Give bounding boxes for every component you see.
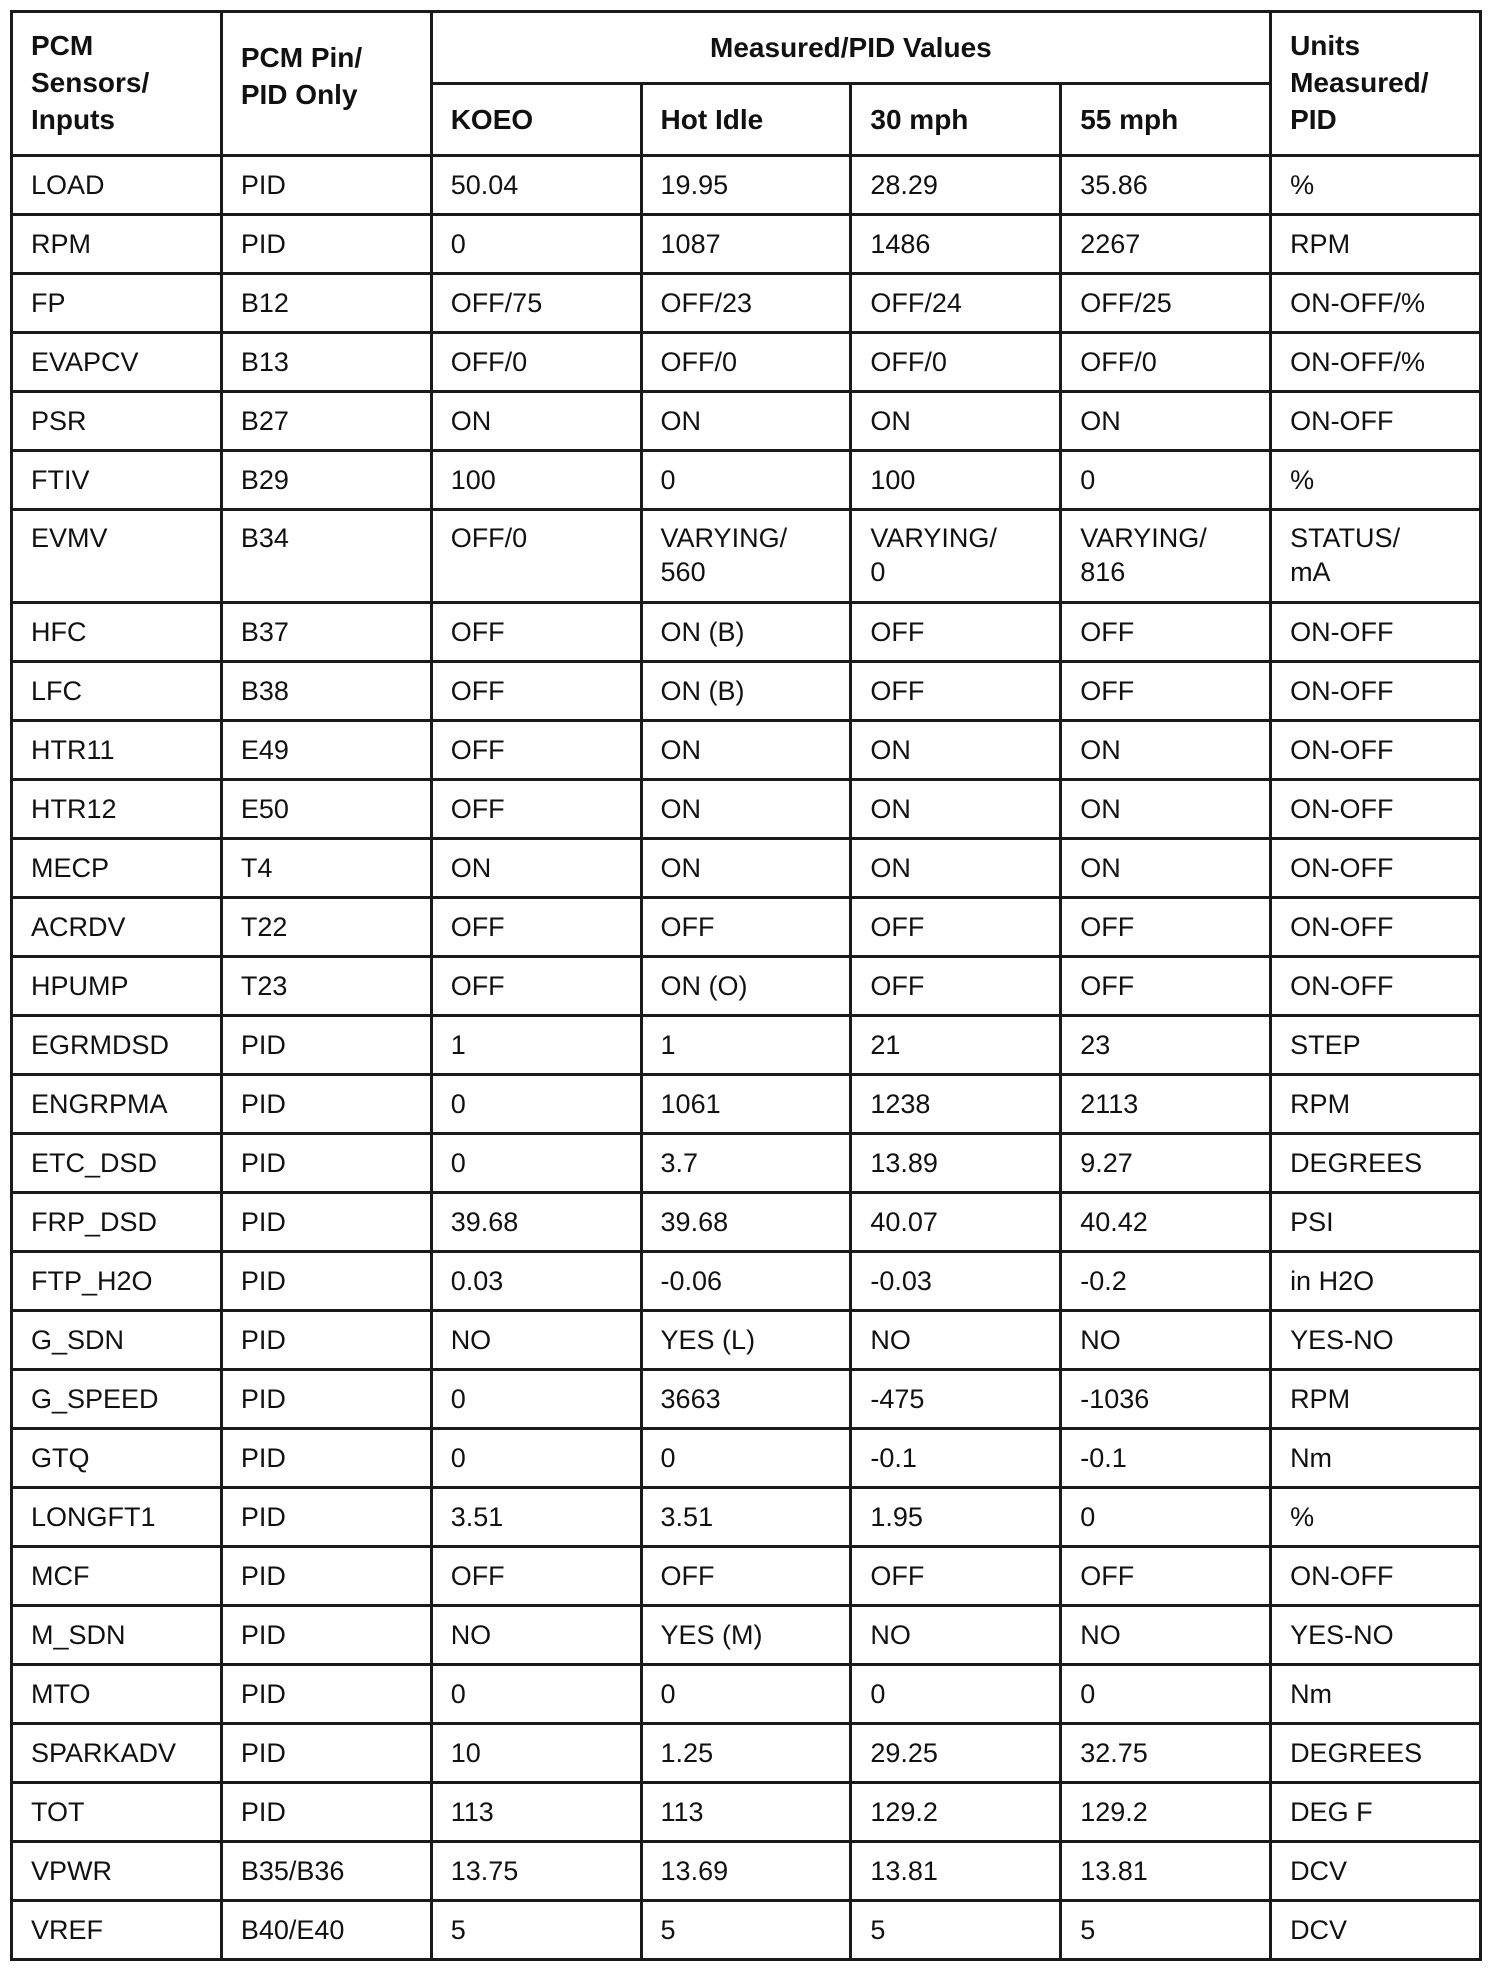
cell-hot-idle: 0 bbox=[641, 451, 851, 510]
table-row bbox=[12, 1665, 1481, 1724]
table-row bbox=[12, 1547, 1481, 1606]
cell-units: ON-OFF bbox=[1271, 898, 1481, 957]
cell-koeo: 0 bbox=[431, 215, 641, 274]
table-row bbox=[12, 451, 1481, 510]
table-row bbox=[12, 603, 1481, 662]
cell-units: ON-OFF bbox=[1271, 603, 1481, 662]
cell-55mph: 5 bbox=[1061, 1901, 1271, 1960]
cell-pin: PID bbox=[221, 1724, 431, 1783]
cell-sensor: LOAD bbox=[12, 156, 222, 215]
table-row bbox=[12, 1311, 1481, 1370]
cell-pin: PID bbox=[221, 1665, 431, 1724]
cell-hot-idle: VARYING/ 560 bbox=[641, 510, 851, 603]
cell-hot-idle: 1087 bbox=[641, 215, 851, 274]
cell-sensor: EGRMDSD bbox=[12, 1016, 222, 1075]
cell-hot-idle: 0 bbox=[641, 1665, 851, 1724]
cell-sensor: G_SDN bbox=[12, 1311, 222, 1370]
cell-koeo: 5 bbox=[431, 1901, 641, 1960]
cell-units: YES-NO bbox=[1271, 1606, 1481, 1665]
table-row bbox=[12, 215, 1481, 274]
cell-pin: PID bbox=[221, 1252, 431, 1311]
cell-sensor: HFC bbox=[12, 603, 222, 662]
cell-units: YES-NO bbox=[1271, 1311, 1481, 1370]
table-row bbox=[12, 1842, 1481, 1901]
table-row bbox=[12, 662, 1481, 721]
cell-koeo: 113 bbox=[431, 1783, 641, 1842]
table-row bbox=[12, 274, 1481, 333]
cell-koeo: OFF bbox=[431, 662, 641, 721]
cell-hot-idle: ON bbox=[641, 780, 851, 839]
cell-30mph: 28.29 bbox=[851, 156, 1061, 215]
cell-hot-idle: ON (B) bbox=[641, 603, 851, 662]
cell-pin: PID bbox=[221, 1311, 431, 1370]
cell-sensor: VREF bbox=[12, 1901, 222, 1960]
cell-units: DEGREES bbox=[1271, 1724, 1481, 1783]
cell-sensor: LFC bbox=[12, 662, 222, 721]
cell-koeo: 1 bbox=[431, 1016, 641, 1075]
cell-pin: B13 bbox=[221, 333, 431, 392]
cell-koeo: OFF bbox=[431, 603, 641, 662]
cell-sensor: PSR bbox=[12, 392, 222, 451]
cell-55mph: 40.42 bbox=[1061, 1193, 1271, 1252]
header-pin-line2: PID Only bbox=[240, 79, 358, 110]
cell-55mph: 23 bbox=[1061, 1016, 1271, 1075]
pcm-table-container bbox=[10, 10, 1482, 1961]
table-row bbox=[12, 1606, 1481, 1665]
cell-55mph: -1036 bbox=[1061, 1370, 1271, 1429]
cell-30mph: ON bbox=[851, 839, 1061, 898]
cell-pin: B40/E40 bbox=[221, 1901, 431, 1960]
cell-pin: B27 bbox=[221, 392, 431, 451]
cell-30mph: OFF bbox=[851, 1547, 1061, 1606]
cell-koeo: OFF bbox=[431, 898, 641, 957]
table-row bbox=[12, 780, 1481, 839]
cell-55mph: OFF bbox=[1061, 662, 1271, 721]
cell-pin: B34 bbox=[221, 510, 431, 603]
cell-hot-idle: 113 bbox=[641, 1783, 851, 1842]
cell-pin: PID bbox=[221, 1606, 431, 1665]
cell-koeo: 0 bbox=[431, 1429, 641, 1488]
table-row bbox=[12, 1783, 1481, 1842]
cell-units: Nm bbox=[1271, 1429, 1481, 1488]
cell-30mph: 129.2 bbox=[851, 1783, 1061, 1842]
cell-55mph: OFF bbox=[1061, 1547, 1271, 1606]
header-sensors-line2: Sensors/ bbox=[31, 67, 150, 98]
cell-30mph: ON bbox=[851, 780, 1061, 839]
cell-pin: B38 bbox=[221, 662, 431, 721]
cell-hot-idle: 39.68 bbox=[641, 1193, 851, 1252]
cell-30mph: OFF bbox=[851, 898, 1061, 957]
cell-pin: PID bbox=[221, 1547, 431, 1606]
table-header bbox=[12, 12, 1481, 156]
cell-koeo: 100 bbox=[431, 451, 641, 510]
header-units bbox=[1271, 12, 1481, 156]
cell-55mph: ON bbox=[1061, 392, 1271, 451]
cell-sensor: M_SDN bbox=[12, 1606, 222, 1665]
cell-pin: T22 bbox=[221, 898, 431, 957]
cell-koeo: OFF/0 bbox=[431, 333, 641, 392]
cell-koeo: NO bbox=[431, 1311, 641, 1370]
cell-sensor: HPUMP bbox=[12, 957, 222, 1016]
cell-koeo: 50.04 bbox=[431, 156, 641, 215]
cell-koeo: NO bbox=[431, 1606, 641, 1665]
cell-30mph: 1.95 bbox=[851, 1488, 1061, 1547]
cell-hot-idle: OFF bbox=[641, 1547, 851, 1606]
cell-55mph: 129.2 bbox=[1061, 1783, 1271, 1842]
cell-pin: PID bbox=[221, 1429, 431, 1488]
cell-hot-idle: 3.7 bbox=[641, 1134, 851, 1193]
pcm-sensor-table bbox=[10, 10, 1482, 1961]
cell-55mph: OFF/25 bbox=[1061, 274, 1271, 333]
cell-koeo: 13.75 bbox=[431, 1842, 641, 1901]
cell-pin: B35/B36 bbox=[221, 1842, 431, 1901]
table-row bbox=[12, 1016, 1481, 1075]
cell-30mph: 21 bbox=[851, 1016, 1061, 1075]
header-measured-group: Measured/PID Values bbox=[431, 12, 1270, 84]
table-row bbox=[12, 510, 1481, 603]
cell-pin: PID bbox=[221, 1016, 431, 1075]
cell-sensor: G_SPEED bbox=[12, 1370, 222, 1429]
cell-pin: PID bbox=[221, 1783, 431, 1842]
cell-units: RPM bbox=[1271, 1370, 1481, 1429]
table-row bbox=[12, 957, 1481, 1016]
cell-units: Nm bbox=[1271, 1665, 1481, 1724]
cell-units: ON-OFF bbox=[1271, 839, 1481, 898]
table-row bbox=[12, 1252, 1481, 1311]
cell-hot-idle: 19.95 bbox=[641, 156, 851, 215]
cell-hot-idle: ON bbox=[641, 839, 851, 898]
cell-units: DEGREES bbox=[1271, 1134, 1481, 1193]
cell-hot-idle: 1 bbox=[641, 1016, 851, 1075]
cell-hot-idle: -0.06 bbox=[641, 1252, 851, 1311]
cell-units: DCV bbox=[1271, 1842, 1481, 1901]
cell-koeo: 10 bbox=[431, 1724, 641, 1783]
cell-pin: B37 bbox=[221, 603, 431, 662]
cell-sensor: FTP_H2O bbox=[12, 1252, 222, 1311]
cell-55mph: 0 bbox=[1061, 1488, 1271, 1547]
cell-units: ON-OFF bbox=[1271, 780, 1481, 839]
cell-units: ON-OFF bbox=[1271, 957, 1481, 1016]
cell-units: RPM bbox=[1271, 1075, 1481, 1134]
cell-30mph: 13.81 bbox=[851, 1842, 1061, 1901]
cell-30mph: 100 bbox=[851, 451, 1061, 510]
cell-sensor: MCF bbox=[12, 1547, 222, 1606]
cell-sensor: HTR12 bbox=[12, 780, 222, 839]
header-pin-line1: PCM Pin/ bbox=[240, 42, 363, 73]
cell-pin: PID bbox=[221, 1075, 431, 1134]
table-row bbox=[12, 839, 1481, 898]
cell-koeo: 0 bbox=[431, 1134, 641, 1193]
cell-sensor: MECP bbox=[12, 839, 222, 898]
cell-55mph: OFF bbox=[1061, 603, 1271, 662]
header-hot-idle: Hot Idle bbox=[641, 84, 851, 156]
table-body bbox=[12, 156, 1481, 1960]
table-row bbox=[12, 1134, 1481, 1193]
cell-koeo: OFF bbox=[431, 957, 641, 1016]
cell-pin: PID bbox=[221, 1488, 431, 1547]
cell-koeo: OFF bbox=[431, 1547, 641, 1606]
cell-55mph: 0 bbox=[1061, 451, 1271, 510]
cell-koeo: 3.51 bbox=[431, 1488, 641, 1547]
cell-koeo: 0 bbox=[431, 1370, 641, 1429]
cell-30mph: -0.03 bbox=[851, 1252, 1061, 1311]
cell-koeo: 0 bbox=[431, 1075, 641, 1134]
cell-koeo: OFF/75 bbox=[431, 274, 641, 333]
cell-sensor: SPARKADV bbox=[12, 1724, 222, 1783]
cell-units: ON-OFF/% bbox=[1271, 333, 1481, 392]
cell-units: ON-OFF bbox=[1271, 1547, 1481, 1606]
header-30mph: 30 mph bbox=[851, 84, 1061, 156]
cell-koeo: OFF/0 bbox=[431, 510, 641, 603]
cell-sensor: RPM bbox=[12, 215, 222, 274]
cell-hot-idle: 3663 bbox=[641, 1370, 851, 1429]
cell-pin: PID bbox=[221, 215, 431, 274]
cell-55mph: OFF/0 bbox=[1061, 333, 1271, 392]
cell-units: STEP bbox=[1271, 1016, 1481, 1075]
cell-pin: PID bbox=[221, 1134, 431, 1193]
table-row bbox=[12, 1488, 1481, 1547]
cell-hot-idle: OFF bbox=[641, 898, 851, 957]
cell-55mph: 2267 bbox=[1061, 215, 1271, 274]
cell-30mph: NO bbox=[851, 1606, 1061, 1665]
cell-55mph: 0 bbox=[1061, 1665, 1271, 1724]
header-55mph: 55 mph bbox=[1061, 84, 1271, 156]
cell-hot-idle: 1061 bbox=[641, 1075, 851, 1134]
header-koeo: KOEO bbox=[431, 84, 641, 156]
cell-sensor: EVAPCV bbox=[12, 333, 222, 392]
table-row bbox=[12, 1724, 1481, 1783]
cell-30mph: 0 bbox=[851, 1665, 1061, 1724]
cell-pin: T23 bbox=[221, 957, 431, 1016]
cell-55mph: 2113 bbox=[1061, 1075, 1271, 1134]
cell-hot-idle: OFF/0 bbox=[641, 333, 851, 392]
cell-units: % bbox=[1271, 451, 1481, 510]
cell-koeo: 0.03 bbox=[431, 1252, 641, 1311]
cell-pin: PID bbox=[221, 1370, 431, 1429]
cell-sensor: HTR11 bbox=[12, 721, 222, 780]
cell-30mph: OFF bbox=[851, 957, 1061, 1016]
cell-30mph: 40.07 bbox=[851, 1193, 1061, 1252]
cell-30mph: 1486 bbox=[851, 215, 1061, 274]
cell-30mph: OFF/24 bbox=[851, 274, 1061, 333]
table-row bbox=[12, 1901, 1481, 1960]
cell-units: % bbox=[1271, 1488, 1481, 1547]
cell-sensor: ACRDV bbox=[12, 898, 222, 957]
cell-55mph: OFF bbox=[1061, 957, 1271, 1016]
cell-55mph: ON bbox=[1061, 721, 1271, 780]
cell-hot-idle: ON bbox=[641, 392, 851, 451]
cell-30mph: VARYING/ 0 bbox=[851, 510, 1061, 603]
cell-55mph: 9.27 bbox=[1061, 1134, 1271, 1193]
cell-30mph: 1238 bbox=[851, 1075, 1061, 1134]
cell-units: RPM bbox=[1271, 215, 1481, 274]
table-row bbox=[12, 898, 1481, 957]
cell-30mph: 29.25 bbox=[851, 1724, 1061, 1783]
header-units-line1: Units bbox=[1290, 30, 1361, 61]
cell-55mph: NO bbox=[1061, 1606, 1271, 1665]
cell-30mph: -0.1 bbox=[851, 1429, 1061, 1488]
header-pin bbox=[221, 12, 431, 156]
table-row bbox=[12, 721, 1481, 780]
cell-units: % bbox=[1271, 156, 1481, 215]
cell-sensor: VPWR bbox=[12, 1842, 222, 1901]
cell-55mph: ON bbox=[1061, 839, 1271, 898]
cell-koeo: 39.68 bbox=[431, 1193, 641, 1252]
cell-sensor: LONGFT1 bbox=[12, 1488, 222, 1547]
cell-30mph: ON bbox=[851, 721, 1061, 780]
cell-55mph: -0.1 bbox=[1061, 1429, 1271, 1488]
header-units-line3: PID bbox=[1290, 104, 1337, 135]
cell-koeo: ON bbox=[431, 392, 641, 451]
cell-55mph: NO bbox=[1061, 1311, 1271, 1370]
table-row bbox=[12, 333, 1481, 392]
cell-30mph: OFF bbox=[851, 603, 1061, 662]
cell-hot-idle: 13.69 bbox=[641, 1842, 851, 1901]
cell-55mph: 32.75 bbox=[1061, 1724, 1271, 1783]
cell-sensor: EVMV bbox=[12, 510, 222, 603]
cell-sensor: FTIV bbox=[12, 451, 222, 510]
cell-30mph: 13.89 bbox=[851, 1134, 1061, 1193]
cell-55mph: OFF bbox=[1061, 898, 1271, 957]
table-row bbox=[12, 156, 1481, 215]
cell-hot-idle: ON bbox=[641, 721, 851, 780]
cell-hot-idle: YES (L) bbox=[641, 1311, 851, 1370]
cell-sensor: ETC_DSD bbox=[12, 1134, 222, 1193]
cell-pin: PID bbox=[221, 156, 431, 215]
cell-units: in H2O bbox=[1271, 1252, 1481, 1311]
table-row bbox=[12, 1429, 1481, 1488]
cell-55mph: ON bbox=[1061, 780, 1271, 839]
cell-30mph: ON bbox=[851, 392, 1061, 451]
table-row bbox=[12, 1075, 1481, 1134]
cell-sensor: GTQ bbox=[12, 1429, 222, 1488]
cell-pin: PID bbox=[221, 1193, 431, 1252]
cell-hot-idle: 1.25 bbox=[641, 1724, 851, 1783]
cell-units: DEG F bbox=[1271, 1783, 1481, 1842]
cell-koeo: OFF bbox=[431, 721, 641, 780]
cell-pin: E49 bbox=[221, 721, 431, 780]
cell-hot-idle: ON (B) bbox=[641, 662, 851, 721]
cell-30mph: NO bbox=[851, 1311, 1061, 1370]
cell-pin: B12 bbox=[221, 274, 431, 333]
cell-sensor: TOT bbox=[12, 1783, 222, 1842]
table-row bbox=[12, 1370, 1481, 1429]
cell-koeo: OFF bbox=[431, 780, 641, 839]
header-sensors-line3: Inputs bbox=[31, 104, 115, 135]
cell-pin: E50 bbox=[221, 780, 431, 839]
cell-30mph: OFF bbox=[851, 662, 1061, 721]
cell-55mph: 35.86 bbox=[1061, 156, 1271, 215]
cell-30mph: OFF/0 bbox=[851, 333, 1061, 392]
cell-55mph: VARYING/ 816 bbox=[1061, 510, 1271, 603]
cell-30mph: 5 bbox=[851, 1901, 1061, 1960]
cell-koeo: 0 bbox=[431, 1665, 641, 1724]
cell-hot-idle: YES (M) bbox=[641, 1606, 851, 1665]
cell-units: ON-OFF/% bbox=[1271, 274, 1481, 333]
cell-units: ON-OFF bbox=[1271, 392, 1481, 451]
cell-55mph: 13.81 bbox=[1061, 1842, 1271, 1901]
header-sensors-line1: PCM bbox=[31, 30, 94, 61]
cell-sensor: FP bbox=[12, 274, 222, 333]
header-units-line2: Measured/ bbox=[1290, 67, 1429, 98]
cell-units: ON-OFF bbox=[1271, 662, 1481, 721]
cell-hot-idle: 3.51 bbox=[641, 1488, 851, 1547]
cell-sensor: ENGRPMA bbox=[12, 1075, 222, 1134]
cell-units: STATUS/ mA bbox=[1271, 510, 1481, 603]
cell-units: PSI bbox=[1271, 1193, 1481, 1252]
cell-hot-idle: OFF/23 bbox=[641, 274, 851, 333]
cell-55mph: -0.2 bbox=[1061, 1252, 1271, 1311]
cell-pin: T4 bbox=[221, 839, 431, 898]
cell-sensor: FRP_DSD bbox=[12, 1193, 222, 1252]
cell-hot-idle: ON (O) bbox=[641, 957, 851, 1016]
cell-koeo: ON bbox=[431, 839, 641, 898]
cell-sensor: MTO bbox=[12, 1665, 222, 1724]
cell-units: DCV bbox=[1271, 1901, 1481, 1960]
cell-30mph: -475 bbox=[851, 1370, 1061, 1429]
cell-hot-idle: 0 bbox=[641, 1429, 851, 1488]
cell-pin: B29 bbox=[221, 451, 431, 510]
cell-units: ON-OFF bbox=[1271, 721, 1481, 780]
cell-hot-idle: 5 bbox=[641, 1901, 851, 1960]
header-sensors bbox=[12, 12, 222, 156]
table-row bbox=[12, 392, 1481, 451]
table-row bbox=[12, 1193, 1481, 1252]
